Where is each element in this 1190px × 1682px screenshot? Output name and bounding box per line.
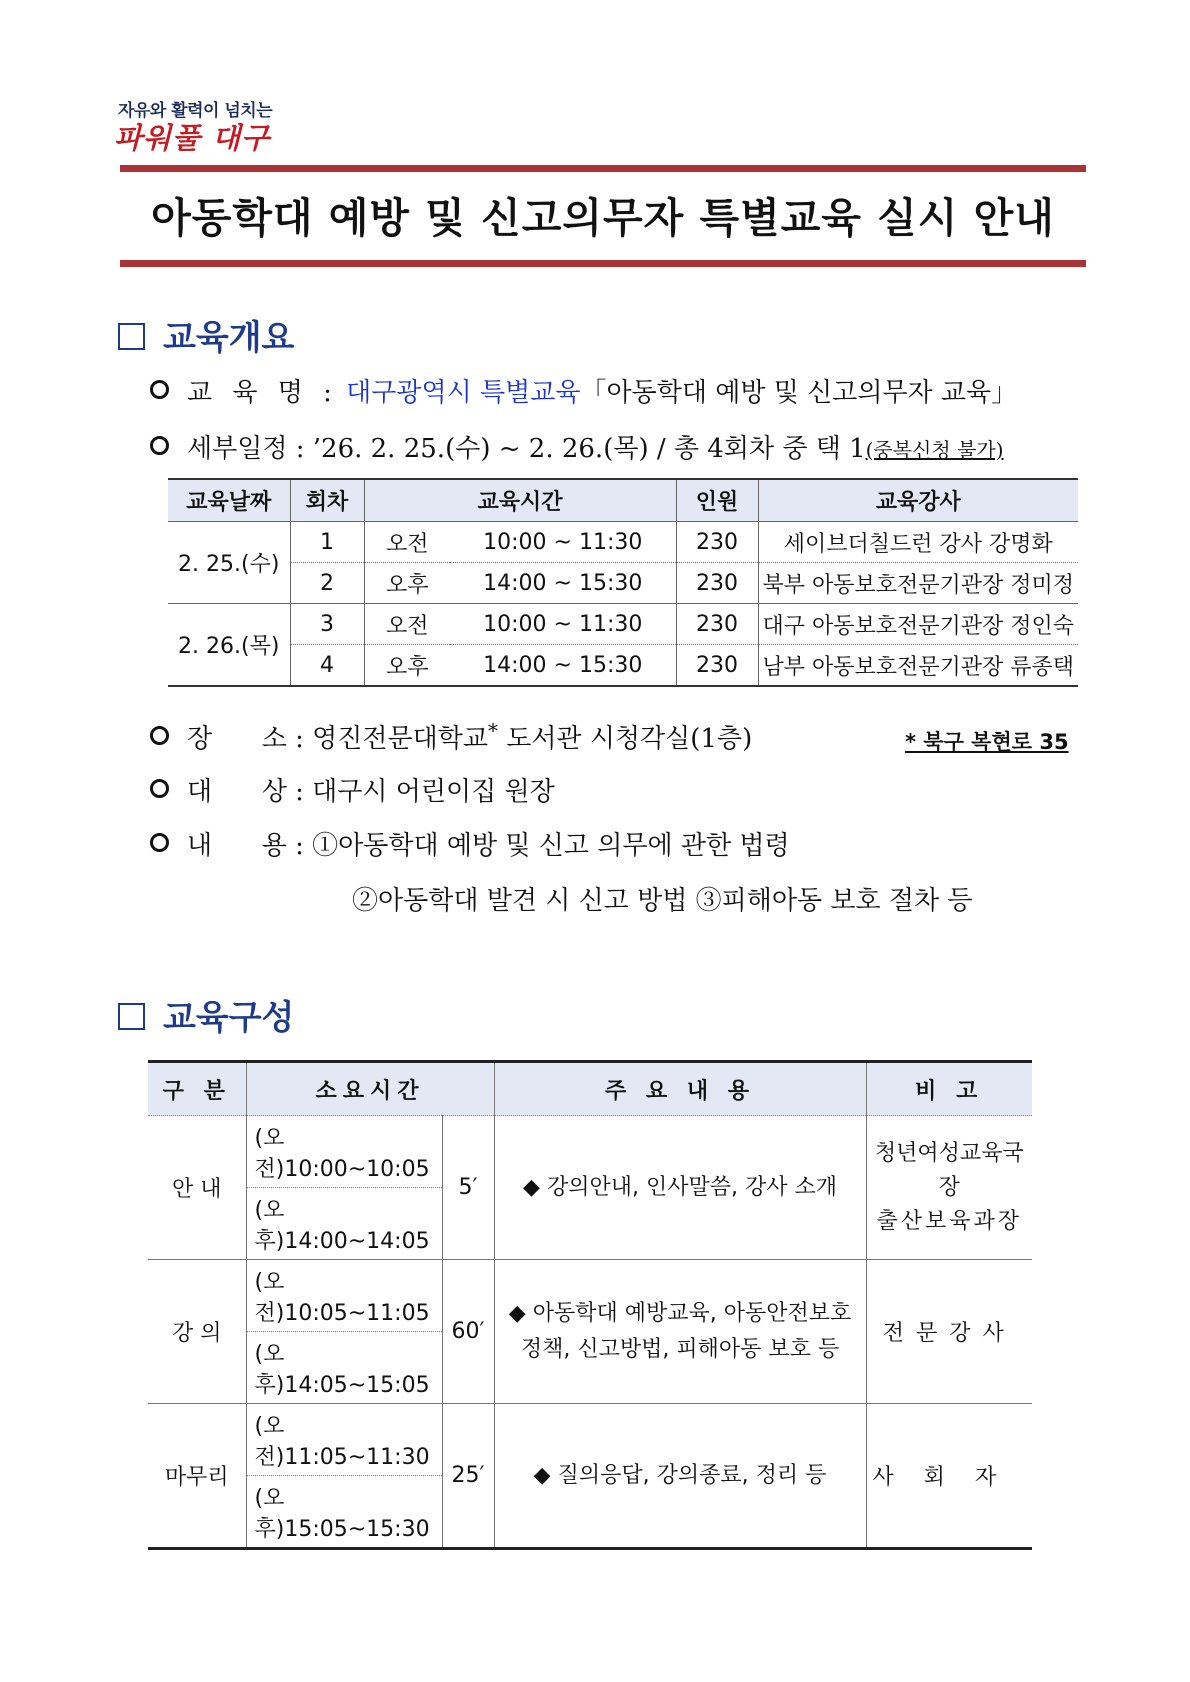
checkbox-square-icon (118, 1003, 145, 1030)
category-cell: 마무리 (148, 1404, 246, 1549)
header-session: 회차 (290, 479, 364, 522)
page-title: 아동학대 예방 및 신고의무자 특별교육 실시 안내 (151, 194, 1055, 242)
date-cell: 2. 26.(목) (168, 604, 290, 687)
header-category: 구 분 (148, 1062, 246, 1116)
content-cell: ◆ 질의응답, 강의종료, 정리 등 (494, 1404, 866, 1549)
header-date: 교육날짜 (168, 479, 290, 522)
count-cell: 230 (676, 522, 758, 563)
lecturer-cell: 세이브더칠드런 강사 강명화 (758, 522, 1078, 563)
count-cell: 230 (676, 645, 758, 687)
circle-bullet-icon (150, 833, 169, 852)
category-cell: 안 내 (148, 1116, 246, 1260)
time-pm-cell: (오후)14:05~15:05 (246, 1332, 442, 1404)
lecturer-cell: 남부 아동보호전문기관장 류종택 (758, 645, 1078, 687)
header-lecturer: 교육강사 (758, 479, 1078, 522)
composition-table (148, 1060, 1032, 1550)
item-target: 대 상 : 대구시 어린이집 원장 (150, 771, 555, 808)
time-cell: 10:00 ~ 11:30 (450, 604, 676, 645)
place-address-note: * 북구 복현로 35 (905, 730, 1069, 754)
item-content: 내 용 : ①아동학대 예방 및 신고 의무에 관한 법령 (150, 825, 790, 862)
remarks-cell: 전문강사 (866, 1260, 1032, 1404)
time-cell: 14:00 ~ 15:30 (450, 563, 676, 604)
ampm-cell: 오후 (364, 645, 450, 687)
header-count: 인원 (676, 479, 758, 522)
header-time: 교육시간 (364, 479, 676, 522)
count-cell: 230 (676, 604, 758, 645)
section-composition-heading: 교육구성 (118, 990, 294, 1039)
circle-bullet-icon (150, 436, 169, 455)
title-top-rule (120, 165, 1086, 172)
item-place: 장 소 : 영진전문대학교* 도서관 시청각실(1층) (150, 718, 752, 755)
lecturer-cell: 북부 아동보호전문기관장 정미정 (758, 563, 1078, 604)
session-no: 1 (290, 522, 364, 563)
circle-bullet-icon (150, 380, 169, 399)
item-content-line2: ②아동학대 발견 시 신고 방법 ③피해아동 보호 절차 등 (352, 886, 973, 916)
header-main-content: 주 요 내 용 (494, 1062, 866, 1116)
time-cell: 14:00 ~ 15:30 (450, 645, 676, 687)
header-duration: 소요시간 (246, 1062, 494, 1116)
count-cell: 230 (676, 563, 758, 604)
session-no: 3 (290, 604, 364, 645)
checkbox-square-icon (118, 323, 145, 350)
logo-tagline: 자유와 활력이 넘치는 (118, 101, 273, 121)
content-cell: ◆ 아동학대 예방교육, 아동안전보호 정책, 신고방법, 피해아동 보호 등 (494, 1260, 866, 1404)
section-overview-heading: 교육개요 (118, 310, 294, 359)
time-cell: 10:00 ~ 11:30 (450, 522, 676, 563)
item-schedule: 세부일정 : ’26. 2. 25.(수) ~ 2. 26.(목) / 총 4회차 중 택 1(중복신청 불가) (150, 428, 1004, 465)
ampm-cell: 오후 (364, 563, 450, 604)
time-am-cell: (오전)10:00~10:05 (246, 1116, 442, 1188)
course-name-highlight: 대구광역시 특별교육 (346, 378, 581, 408)
minutes-cell: 60′ (442, 1260, 494, 1404)
ampm-cell: 오전 (364, 604, 450, 645)
remarks-cell: 청년여성교육국장 출산보육과장 (866, 1116, 1032, 1260)
circle-bullet-icon (150, 779, 169, 798)
ampm-cell: 오전 (364, 522, 450, 563)
remarks-cell: 사회자 (866, 1404, 1032, 1549)
content-cell: ◆ 강의안내, 인사말씀, 강사 소개 (494, 1116, 866, 1260)
session-no: 2 (290, 563, 364, 604)
category-cell: 강 의 (148, 1260, 246, 1404)
minutes-cell: 25′ (442, 1404, 494, 1549)
session-no: 4 (290, 645, 364, 687)
schedule-table (168, 478, 1078, 687)
time-pm-cell: (오후)15:05~15:30 (254, 1485, 430, 1542)
schedule-note: (중복신청 불가) (865, 438, 1004, 462)
time-pm-cell: (오후)14:00~14:05 (246, 1188, 442, 1260)
time-am-cell: (오전)10:05~11:05 (246, 1260, 442, 1332)
time-am-cell: (오전)11:05~11:30 (246, 1404, 442, 1476)
minutes-cell: 5′ (442, 1116, 494, 1260)
title-bottom-rule (120, 260, 1086, 267)
header-remarks: 비 고 (866, 1062, 1032, 1116)
lecturer-cell: 대구 아동보호전문기관장 정인숙 (758, 604, 1078, 645)
logo-brand: 파워풀 대구 (114, 121, 271, 155)
date-cell: 2. 25.(수) (168, 522, 290, 604)
item-course-name: 교 육 명 : 대구광역시 특별교육「아동학대 예방 및 신고의무자 교육」 (150, 372, 1017, 409)
circle-bullet-icon (150, 726, 169, 745)
